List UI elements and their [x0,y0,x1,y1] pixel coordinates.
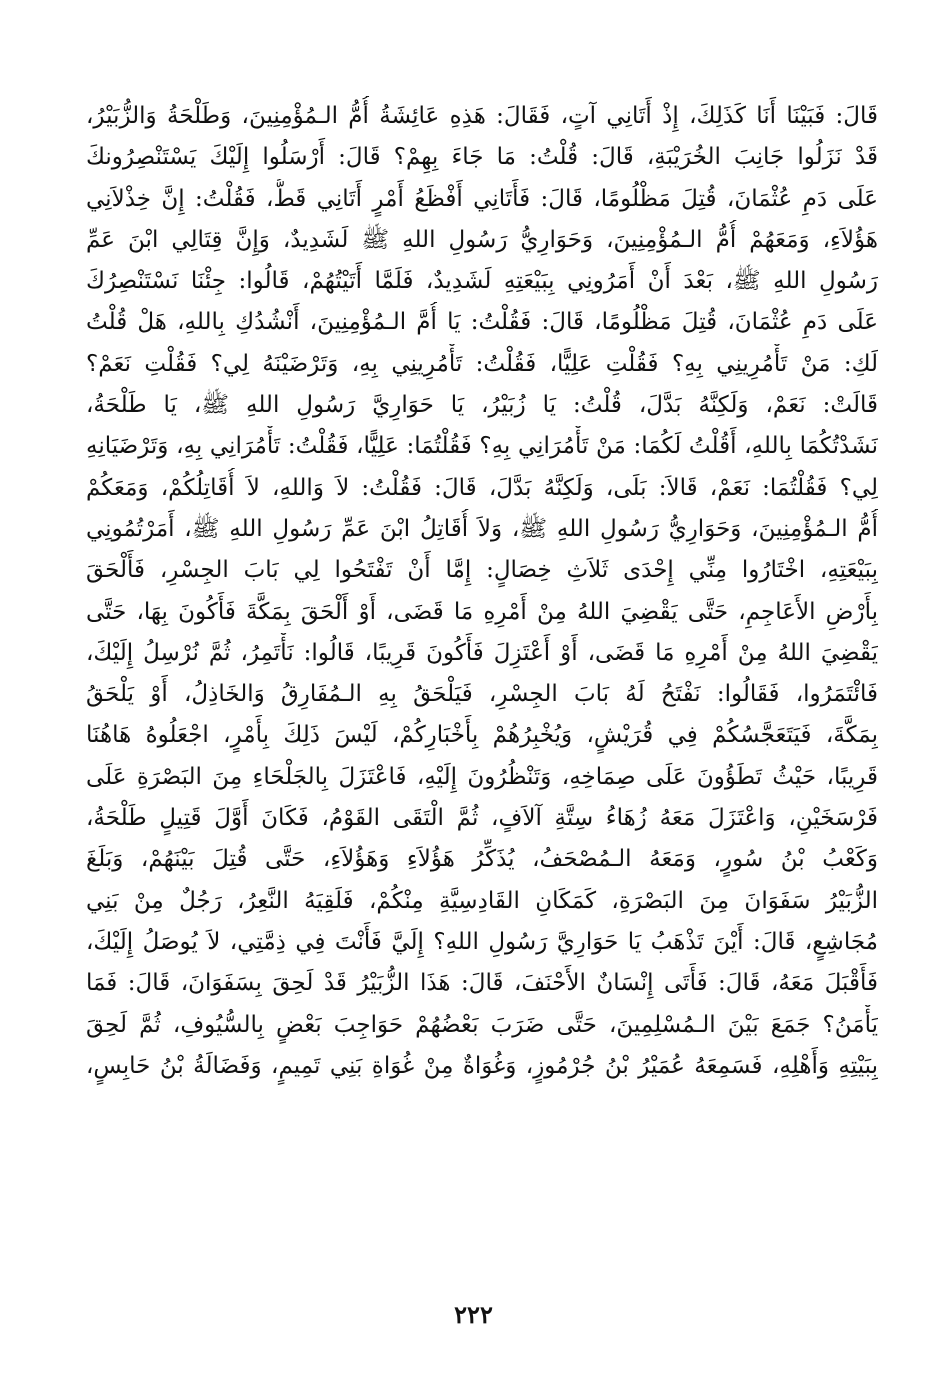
text-line-21: مُجَاشِعٍ، قَالَ: أَيْنَ تَذْهَبُ يَا حَوَارِيَّ رَسُولِ اللهِ؟ إِلَيَّ فَأَنْتَ فِي ذِمَّتِي، لاَ يُوصَلُ إِلَيْكَ، [86,928,878,955]
text-line-1: قَالَ: فَبَيْنَا أَنَا كَذَلِكَ، إِذْ أَتَانِي آتٍ، فَقَالَ: هَذِهِ عَائِشَةُ أُمُّ الـمُؤْمِنِينَ، وَطَلْحَةُ وَالزُّبَيْرُ، [86,103,878,129]
text-line-23: يَأْمَنُ؟ جَمَعَ بَيْنَ الـمُسْلِمِينَ، حَتَّى ضَرَبَ بَعْضُهُمْ حَوَاجِبَ بَعْضٍ بِالسُّيُوفِ، ثُمَّ لَحِقَ [86,1011,878,1038]
text-line-4: هَؤُلاَءِ، وَمَعَهُمْ أُمُّ الـمُؤْمِنِينَ، وَحَوَارِيُّ رَسُولِ اللهِ ﷺ لَشَدِيدٌ، وَإِنَّ قِتَالِي ابْنَ عَمِّ [86,226,878,253]
text-line-14: يَقْضِيَ اللهُ مِنْ أَمْرِهِ مَا قَضَى، أَوْ أَعْتَزِلَ فَأَكُونَ قَرِيبًا، قَالُوا: نَأْتَمِرُ، ثُمَّ نُرْسِلُ إِلَيْكَ، [86,639,878,666]
text-line-7: لَكِ: مَنْ تَأْمُرِينِي بِهِ؟ فَقُلْتِ عَلِيًّا، فَقُلْتُ: تَأْمُرِينِي بِهِ، وَتَرْضَيْنَهُ لِي؟ فَقُلْتِ نَعَمْ؟ [86,350,878,377]
text-line-24: بِبَيْتِهِ وَأَهْلِهِ، فَسَمِعَهُ عُمَيْرُ بْنُ جُرْمُوزٍ، وَغُوَاةٌ مِنْ غُوَاةِ بَنِي تَمِيمٍ، وَفَضَالَةُ بْنُ حَابِسٍ، [86,1052,878,1079]
text-line-16: بِمَكَّةَ، فَيَتَعَجَّسُكُمْ فِي قُرَيْشٍ، وَيُخْبِرُهُمْ بِأَخْبَارِكُمْ، لَيْسَ ذَلِكَ بِأَمْرٍ، اجْعَلُوهُ هَاهُنَا [86,722,878,749]
text-line-18: فَرْسَخَيْنِ، وَاعْتَزَلَ مَعَهُ زُهَاءُ سِتَّةِ آلاَفٍ، ثُمَّ الْتَقَى القَوْمُ، فَكَانَ أَوَّلَ قَتِيلٍ طَلْحَةُ، [86,805,878,832]
text-line-11: أُمُّ الـمُؤْمِنِينَ، وَحَوَارِيُّ رَسُولِ اللهِ ﷺ، وَلاَ أُقَاتِلُ ابْنَ عَمِّ رَسُولِ اللهِ ﷺ، أَمَرْتُمُونِي [86,515,878,542]
text-line-2: قَدْ نَزَلُوا جَانِبَ الخُرَيْبَةِ، قَالَ: قُلْتُ: مَا جَاءَ بِهِمْ؟ قَالَ: أَرْسَلُوا إِلَيْكَ يَسْتَنْصِرُونكَ [86,144,878,171]
page-body-text [86,96,878,1087]
text-line-12: بِبَيْعَتِهِ، اخْتَارُوا مِنِّي إِحْدَى ثَلاَثِ خِصَالٍ: إِمَّا أَنْ تَفْتَحُوا لِي بَابَ الجِسْرِ، فَأَلْحَقَ [86,557,878,584]
text-line-20: الزُّبَيْرُ سَفَوَانَ مِنَ البَصْرَةِ، كَمَكَانِ القَادِسِيَّةِ مِنْكُمْ، فَلَقِيَهُ النَّعِرُ، رَجُلٌ مِنْ بَنِي [86,887,878,914]
text-line-6: عَلَى دَمِ عُثْمَانَ، قُتِلَ مَظْلُومًا، قَالَ: فَقُلْتُ: يَا أُمَّ الـمُؤْمِنِينَ، أَنْشُدُكِ بِاللهِ، هَلْ قُلْتُ [86,309,878,336]
text-line-15: فَائْتَمَرُوا، فَقَالُوا: نَفْتَحُ لَهُ بَابَ الجِسْرِ، فَيَلْحَقُ بِهِ الـمُفَارِقُ وَالخَاذِلُ، أَوْ يَلْحَقُ [86,681,878,708]
text-line-19: وَكَعْبُ بْنُ سُورٍ، وَمَعَهُ الـمُصْحَفُ، يُذَكِّرُ هَؤُلاَءِ وَهَؤُلاَءِ، حَتَّى قُتِلَ بَيْنَهُمْ، وَبَلَغَ [86,846,878,873]
text-line-9: نَشَدْتُكُمَا بِاللهِ، أَقُلْتُ لَكُمَا: مَنْ تَأْمُرَانِي بِهِ؟ فَقُلْتُمَا: عَلِيًّا، فَقُلْتُ: تَأْمُرَانِي بِهِ، وَتَرْضَيَانِهِ [86,433,878,460]
text-line-13: بِأَرْضِ الأَعَاجِمِ، حَتَّى يَقْضِيَ اللهُ مِنْ أَمْرِهِ مَا قَضَى، أَوْ أَلْحَقَ بِمَكَّةَ فَأَكُونَ بِهَا، حَتَّى [86,598,878,625]
text-line-5: رَسُولِ اللهِ ﷺ، بَعْدَ أَنْ أَمَرُونِي بِبَيْعَتِهِ لَشَدِيدٌ، فَلَمَّا أَتَيْتُهُمْ، قَالُوا: جِئْنَا نَسْتَنْصِرُكَ [86,268,878,295]
text-line-17: قَرِيبًا، حَيْثُ تَطَؤُونَ عَلَى صِمَاخِهِ، وَتَنْظُرُونَ إِلَيْهِ، فَاعْتَزَلَ بِالجَلْحَاءِ مِنَ البَصْرَةِ عَلَى [86,763,878,790]
text-line-8: قَالَتْ: نَعَمْ، وَلَكِنَّهُ بَدَّلَ، قُلْتُ: يَا زُبَيْرُ، يَا حَوَارِيَّ رَسُولِ اللهِ ﷺ، يَا طَلْحَةُ، [86,392,878,419]
text-line-3: عَلَى دَمِ عُثْمَانَ، قُتِلَ مَظْلُومًا، قَالَ: فَأَتَانِي أَفْظَعُ أَمْرٍ أَتَانِي قَطُّ، فَقُلْتُ: إِنَّ خِذْلاَنِي [86,185,878,212]
text-line-10: لِي؟ فَقُلْتُمَا: نَعَمْ، قَالاَ: بَلَى، وَلَكِنَّهُ بَدَّلَ، قَالَ: فَقُلْتُ: لاَ وَاللهِ، لاَ أُقَاتِلُكُمْ، وَمَعَكُمْ [86,474,878,501]
text-line-22: فَأَقْبَلَ مَعَهُ، قَالَ: فَأَتَى إِنْسَانٌ الأَحْنَفَ، قَالَ: هَذَا الزُّبَيْرُ قَدْ لَحِقَ بِسَفَوَانَ، قَالَ: فَمَا [86,970,878,997]
page-number: ٢٢٢ [454,1300,493,1329]
